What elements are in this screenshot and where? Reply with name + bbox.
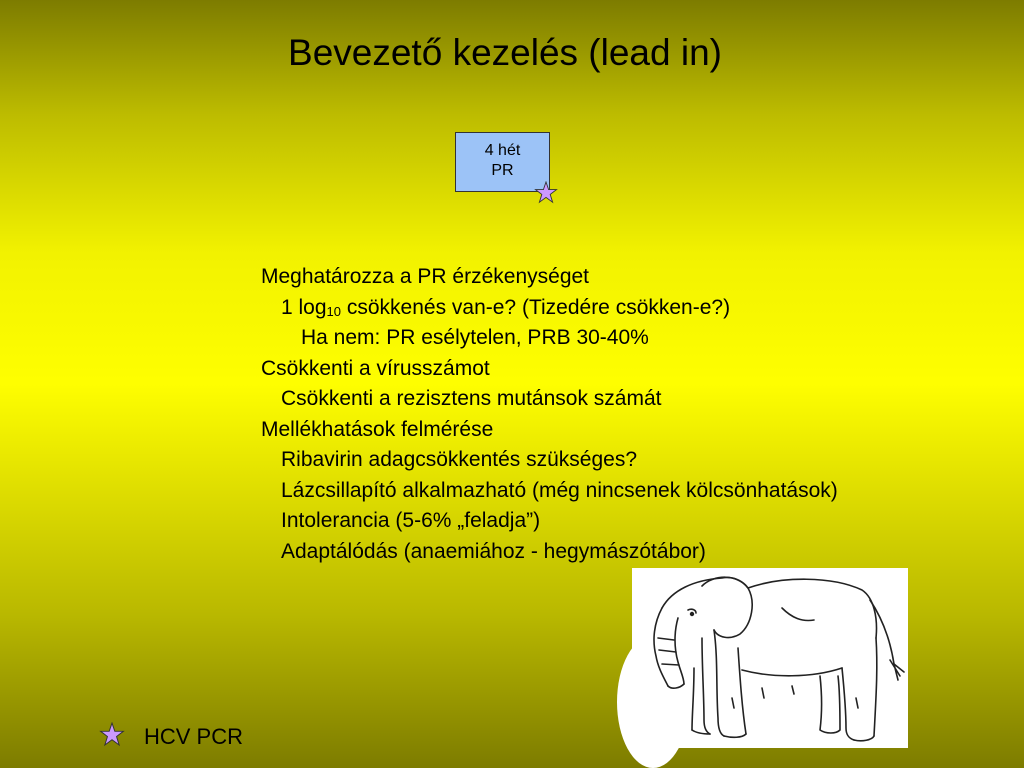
star-icon [534,181,558,205]
bullet-list [261,262,1001,567]
box-duration-label: 4 hét [484,142,521,159]
list-item [261,293,1001,324]
list-item: Ribavirin adagcsökkentés szükséges? [281,448,638,471]
list-item: Intolerancia (5-6% „feladja”) [281,509,541,532]
box-treatment-label: PR [491,162,514,179]
list-item: Mellékhatások felmérése [261,417,494,441]
slide-title: Bevezető kezelés (lead in) [288,32,722,73]
list-item: Meghatározza a PR érzékenységet [261,265,590,288]
log-label: 1 log [281,295,327,319]
list-item: Csökkenti a rezisztens mutánsok számát [281,387,662,410]
log-question: csökkenés van-e? (Tizedére csökken-e?) [341,295,731,319]
list-item: Csökkenti a vírusszámot [261,356,490,380]
list-item: Adaptálódás (anaemiához - hegymászótábor) [281,539,706,563]
legend-label: HCV PCR [144,724,244,749]
list-item: Ha nem: PR esélytelen, PRB 30-40% [301,326,649,349]
list-item: Lázcsillapító alkalmazható (még nincsenek kölcsönhatások) [281,478,838,502]
log-subscript: 10 [326,303,342,319]
elephant-illustration [632,568,908,748]
star-icon [99,722,125,748]
